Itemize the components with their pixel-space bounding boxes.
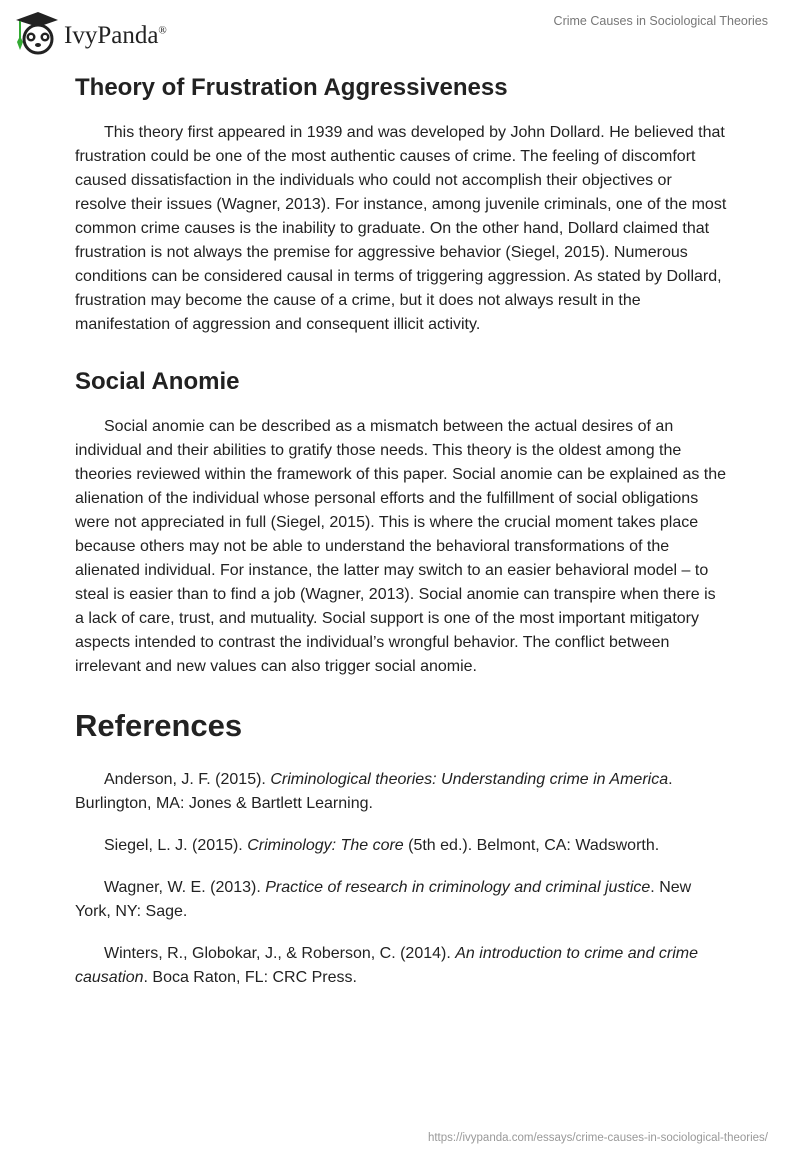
references-list xyxy=(75,768,727,990)
reference-item xyxy=(75,834,727,858)
references-heading: References xyxy=(75,708,243,743)
reference-publisher: . New York, NY: Sage. xyxy=(75,879,692,920)
ivypanda-logo[interactable] xyxy=(12,8,167,56)
reference-item xyxy=(75,876,727,924)
logo-text: IvyPanda xyxy=(64,22,159,49)
reference-publisher: (5th ed.). Belmont, CA: Wadsworth. xyxy=(403,837,660,854)
reference-title: Practice of research in criminology and criminal justice xyxy=(265,879,651,896)
document-title: Crime Causes in Sociological Theories xyxy=(553,14,768,28)
reference-authors: Wagner, W. E. (2013). xyxy=(104,879,266,896)
reference-title: Criminological theories: Understanding crime in America xyxy=(270,771,669,788)
reference-publisher: . Boca Raton, FL: CRC Press. xyxy=(143,969,357,986)
document-content xyxy=(75,0,727,1068)
reference-authors: Siegel, L. J. (2015). xyxy=(104,837,248,854)
section-heading: Social Anomie xyxy=(75,368,240,395)
source-url[interactable]: https://ivypanda.com/essays/crime-causes-in-sociological-theories/ xyxy=(427,1132,768,1144)
reference-publisher: . Burlington, MA: Jones & Bartlett Learning. xyxy=(75,771,673,812)
reference-item xyxy=(75,768,727,816)
reference-authors: Winters, R., Globokar, J., & Roberson, C. (2014). xyxy=(104,945,456,962)
registered-mark: ® xyxy=(158,24,167,37)
section-paragraph: This theory first appeared in 1939 and was developed by John Dollard. He believed that frustration could be one of the most authentic causes of crime. The feeling of discomfort caused dissatisfaction in the individuals who could not accomplish their objectives or resolve their issues (Wagner, 2013). For instance, among juvenile criminals, one of the most common crime causes is the inability to graduate. On the other hand, Dollard claimed that frustration is not always the premise for aggressive behavior (Siegel, 2015). Numerous conditions can be considered causal in terms of triggering aggression. As stated by Dollard, frustration may become the cause of a crime, but it does not always result in the manifestation of aggression and consequent illicit activity. xyxy=(75,124,727,333)
panda-graduate-icon xyxy=(12,8,60,56)
reference-authors: Anderson, J. F. (2015). xyxy=(104,771,271,788)
section-paragraph: Social anomie can be described as a mismatch between the actual desires of an individual and their abilities to gratify those needs. This theory is the oldest among the theories reviewed within the framework of this paper. Social anomie can be explained as the alienation of the individual whose personal efforts and the fulfillment of social obligations were not appreciated in full (Siegel, 2015). This is where the crucial moment takes place because others may not be able to understand the behavioral transformations of the alienated individual. For instance, the latter may switch to an easier behavioral model – to steal is easier than to find a job (Wagner, 2013). Social anomie can transpire when there is a lack of care, trust, and mutuality. Social support is one of the most important mitigatory aspects intended to contrast the individual’s wrongful behavior. The conflict between irrelevant and new values can also trigger social anomie. xyxy=(75,418,727,675)
references-section xyxy=(75,707,727,990)
section-frustration xyxy=(75,73,727,337)
reference-item xyxy=(75,942,727,990)
section-social-anomie xyxy=(75,367,727,679)
reference-title: Criminology: The core xyxy=(247,837,404,854)
reference-title: An introduction to crime and crime causation xyxy=(75,945,699,986)
section-heading: Theory of Frustration Aggressiveness xyxy=(75,74,508,101)
